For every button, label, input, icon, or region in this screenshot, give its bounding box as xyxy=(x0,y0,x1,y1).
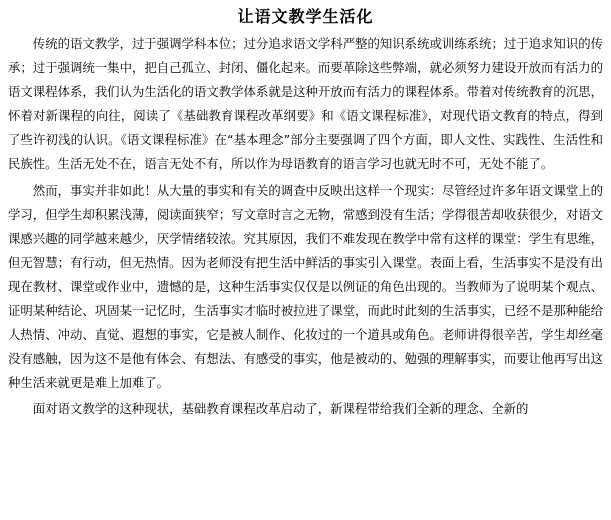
document-title: 让语文教学生活化 xyxy=(237,7,374,26)
paragraph-3: 面对语文教学的这种现状，基础教育课程改革启动了，新课程带给我们全新的理念、全新的 xyxy=(32,401,529,417)
paragraph-1: 传统的语文教学，过于强调学科本位；过分追求语文学科严整的知识系统或训练系统；过于追求知识的传承；过于强调统一集中，把自己孤立、封闭、僵化起来。而要革除这些弊端，就必须努力建设开放而有活力的语文课程体系，我们认为生活化的语文教学体系就是这种开放而有活力的课程体系。带着对传统教育的沉思，怀着对新课程的向往，阅读了《基础教育课程改革纲要》和《语文课程标准》，对现代语文教育的特点，得到了些许初浅的认识。《语文课程标准》在“基本理念”部分主要强调了四个方面，即人文性、实践性、生活性和民族性。生活无处不在，语言无处不有，所以作为母语教育的语言学习也就无时不可，无处不能了。 xyxy=(8,36,603,172)
paragraph-2: 然而，事实并非如此！从大量的事实和有关的调查中反映出这样一个现实：尽管经过许多年语文课堂上的学习，但学生却积累浅薄，阅读面狭窄；写文章时言之无物，常感到没有生活；学得很苦却收获很少，对语文课感兴趣的同学越来越少，厌学情绪较浓。究其原因，我们不难发现在教学中常有这样的课堂：学生有思维，但无智慧；有行动，但无热情。因为老师没有把生活中鲜活的事实引入课堂。表面上看，生活事实不是没有出现在教材、课堂或作业中，遗憾的是，这种生活事实仅仅是以例证的角色出现的。当教师为了说明某个观点、证明某种结论、巩固某一记忆时，生活事实才临时被拉进了课堂，而此时此刻的生活事实，已经不是那种能给人热情、冲动、直觉、遐想的事实，它是被人制作、化妆过的一个道具或角色。老师讲得很辛苦，学生却丝毫没有感触，因为这不是他有体会、有想法、有感受的事实，他是被动的、勉强的理解事实，而要让他再写出这种生活来就更是难上加难了。 xyxy=(8,182,603,391)
